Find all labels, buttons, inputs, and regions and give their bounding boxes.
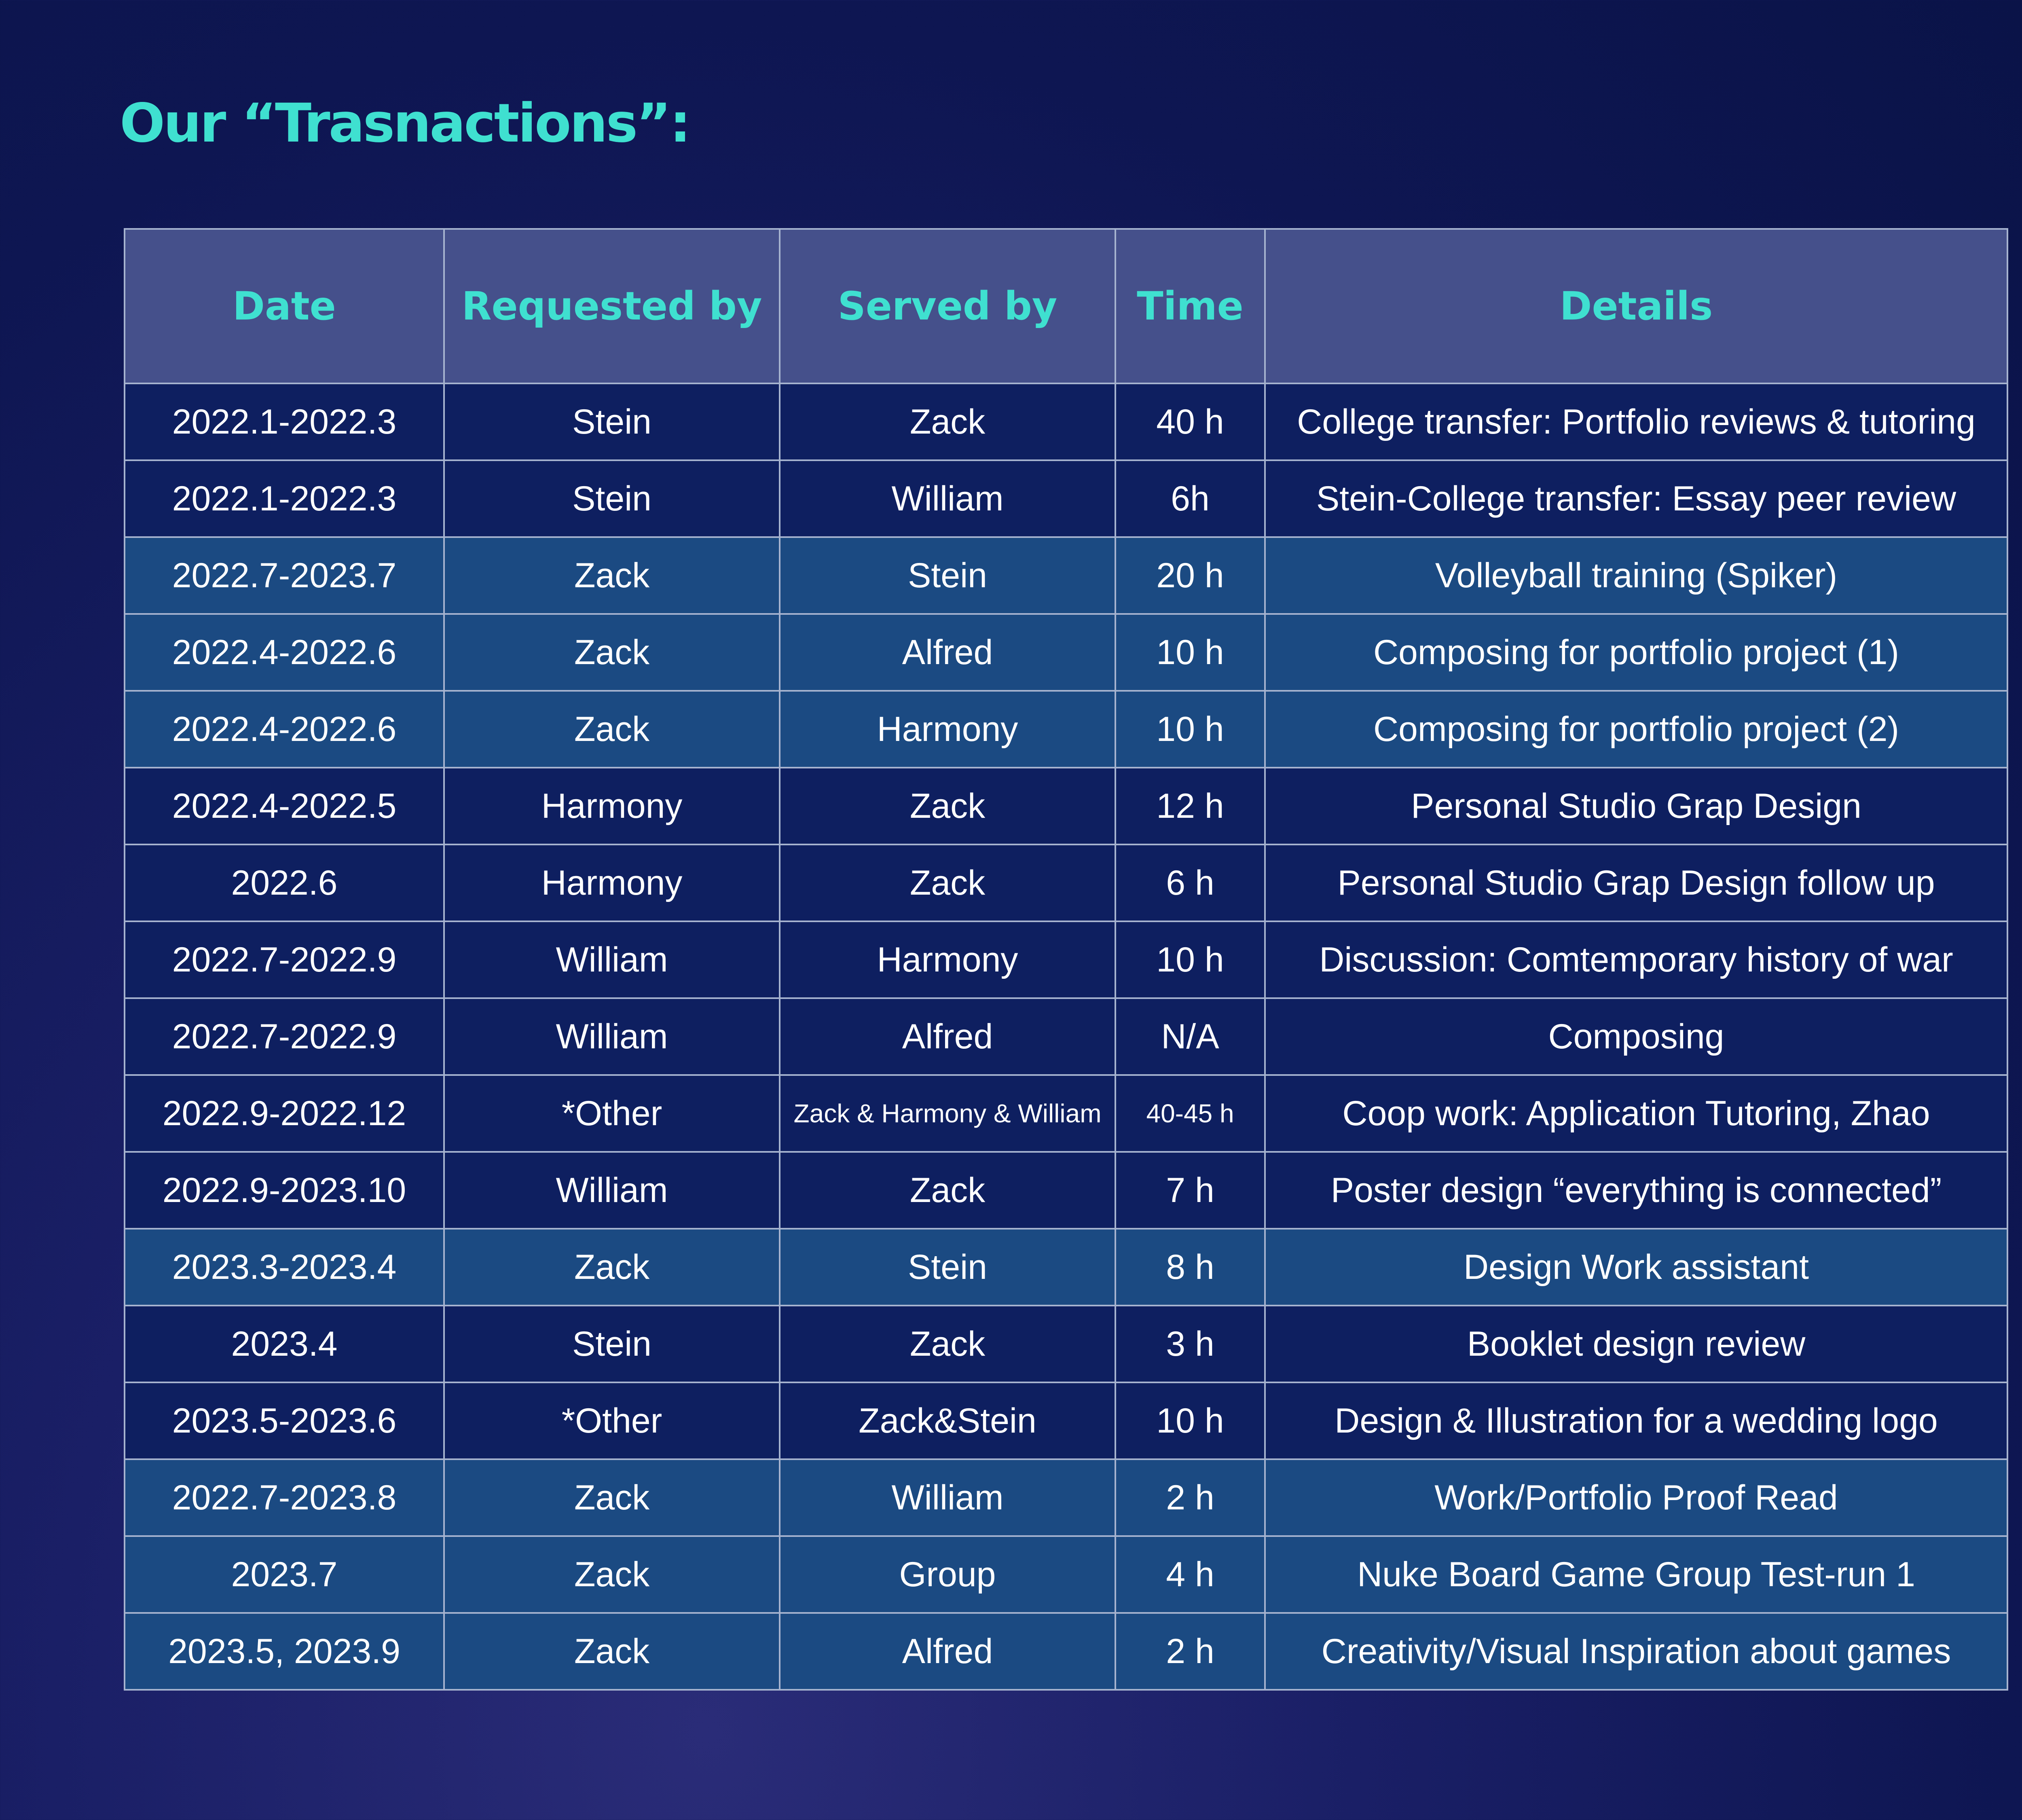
cell-requested-by: William (444, 998, 780, 1075)
cell-served-by: Group (780, 1536, 1115, 1613)
cell-details: College transfer: Portfolio reviews & tutoring (1265, 383, 2007, 460)
header-served-by: Served by (780, 229, 1115, 383)
cell-time: 7 h (1115, 1152, 1265, 1229)
cell-details: Stein-College transfer: Essay peer review (1265, 460, 2007, 537)
cell-date: 2022.1-2022.3 (125, 460, 444, 537)
table-row (125, 844, 2007, 921)
table-row (125, 998, 2007, 1075)
cell-served-by: Zack (780, 768, 1115, 844)
cell-served-by: Zack & Harmony & William (780, 1075, 1115, 1152)
table-row (125, 691, 2007, 768)
table-row (125, 537, 2007, 614)
cell-time: 8 h (1115, 1229, 1265, 1306)
cell-details: Design & Illustration for a wedding logo (1265, 1382, 2007, 1459)
cell-details: Personal Studio Grap Design follow up (1265, 844, 2007, 921)
cell-date: 2022.4-2022.6 (125, 691, 444, 768)
cell-time: 10 h (1115, 614, 1265, 691)
cell-requested-by: *Other (444, 1075, 780, 1152)
header-date: Date (125, 229, 444, 383)
cell-requested-by: Stein (444, 383, 780, 460)
cell-date: 2022.7-2023.7 (125, 537, 444, 614)
cell-served-by: Stein (780, 537, 1115, 614)
cell-time: 6h (1115, 460, 1265, 537)
table-row (125, 768, 2007, 844)
cell-details: Creativity/Visual Inspiration about games (1265, 1613, 2007, 1690)
table-row (125, 383, 2007, 460)
cell-details: Composing for portfolio project (1) (1265, 614, 2007, 691)
table-row (125, 1306, 2007, 1382)
table-row (125, 614, 2007, 691)
table-row (125, 1229, 2007, 1306)
transactions-title: Our “Trasnactions”: (120, 92, 690, 154)
cell-date: 2022.6 (125, 844, 444, 921)
header-details: Details (1265, 229, 2007, 383)
table-row (125, 1613, 2007, 1690)
cell-requested-by: *Other (444, 1382, 780, 1459)
cell-date: 2022.9-2022.12 (125, 1075, 444, 1152)
cell-requested-by: Harmony (444, 768, 780, 844)
cell-time: 10 h (1115, 921, 1265, 998)
cell-served-by: Alfred (780, 998, 1115, 1075)
cell-time: 3 h (1115, 1306, 1265, 1382)
cell-time: 20 h (1115, 537, 1265, 614)
cell-requested-by: Zack (444, 691, 780, 768)
cell-served-by: Zack (780, 1152, 1115, 1229)
cell-served-by: Zack (780, 1306, 1115, 1382)
table-row (125, 921, 2007, 998)
table-row (125, 460, 2007, 537)
cell-details: Design Work assistant (1265, 1229, 2007, 1306)
cell-served-by: Zack (780, 383, 1115, 460)
cell-details: Booklet design review (1265, 1306, 2007, 1382)
cell-date: 2022.7-2022.9 (125, 998, 444, 1075)
cell-time: 40-45 h (1115, 1075, 1265, 1152)
cell-details: Personal Studio Grap Design (1265, 768, 2007, 844)
cell-requested-by: Zack (444, 1459, 780, 1536)
cell-time: 4 h (1115, 1536, 1265, 1613)
cell-date: 2022.7-2022.9 (125, 921, 444, 998)
cell-requested-by: Zack (444, 614, 780, 691)
cell-requested-by: Zack (444, 1536, 780, 1613)
cell-details: Composing (1265, 998, 2007, 1075)
table-row (125, 1382, 2007, 1459)
cell-requested-by: Zack (444, 1229, 780, 1306)
cell-time: 12 h (1115, 768, 1265, 844)
table-row (125, 1152, 2007, 1229)
cell-requested-by: Harmony (444, 844, 780, 921)
cell-details: Work/Portfolio Proof Read (1265, 1459, 2007, 1536)
cell-time: 10 h (1115, 691, 1265, 768)
cell-date: 2022.9-2023.10 (125, 1152, 444, 1229)
cell-requested-by: Zack (444, 537, 780, 614)
table-row (125, 1536, 2007, 1613)
cell-details: Volleyball training (Spiker) (1265, 537, 2007, 614)
cell-requested-by: William (444, 921, 780, 998)
table-row (125, 1075, 2007, 1152)
cell-requested-by: Zack (444, 1613, 780, 1690)
header-requested-by: Requested by (444, 229, 780, 383)
cell-date: 2023.5-2023.6 (125, 1382, 444, 1459)
cell-date: 2022.4-2022.5 (125, 768, 444, 844)
cell-date: 2022.7-2023.8 (125, 1459, 444, 1536)
cell-details: Coop work: Application Tutoring, Zhao (1265, 1075, 2007, 1152)
cell-date: 2022.1-2022.3 (125, 383, 444, 460)
table-row (125, 1459, 2007, 1536)
cell-details: Composing for portfolio project (2) (1265, 691, 2007, 768)
cell-details: Discussion: Comtemporary history of war (1265, 921, 2007, 998)
cell-date: 2023.4 (125, 1306, 444, 1382)
cell-time: 10 h (1115, 1382, 1265, 1459)
cell-date: 2023.5, 2023.9 (125, 1613, 444, 1690)
header-time: Time (1115, 229, 1265, 383)
cell-time: N/A (1115, 998, 1265, 1075)
cell-served-by: Stein (780, 1229, 1115, 1306)
cell-details: Nuke Board Game Group Test-run 1 (1265, 1536, 2007, 1613)
cell-date: 2022.4-2022.6 (125, 614, 444, 691)
cell-time: 2 h (1115, 1613, 1265, 1690)
transactions-table (124, 228, 2008, 1691)
cell-requested-by: William (444, 1152, 780, 1229)
cell-time: 6 h (1115, 844, 1265, 921)
cell-time: 2 h (1115, 1459, 1265, 1536)
cell-date: 2023.7 (125, 1536, 444, 1613)
cell-time: 40 h (1115, 383, 1265, 460)
cell-served-by: Harmony (780, 691, 1115, 768)
cell-date: 2023.3-2023.4 (125, 1229, 444, 1306)
cell-served-by: Harmony (780, 921, 1115, 998)
cell-served-by: Zack (780, 844, 1115, 921)
cell-details: Poster design “everything is connected” (1265, 1152, 2007, 1229)
cell-requested-by: Stein (444, 460, 780, 537)
cell-served-by: William (780, 460, 1115, 537)
cell-requested-by: Stein (444, 1306, 780, 1382)
cell-served-by: William (780, 1459, 1115, 1536)
cell-served-by: Alfred (780, 614, 1115, 691)
table-header-row (125, 229, 2007, 383)
cell-served-by: Alfred (780, 1613, 1115, 1690)
cell-served-by: Zack&Stein (780, 1382, 1115, 1459)
